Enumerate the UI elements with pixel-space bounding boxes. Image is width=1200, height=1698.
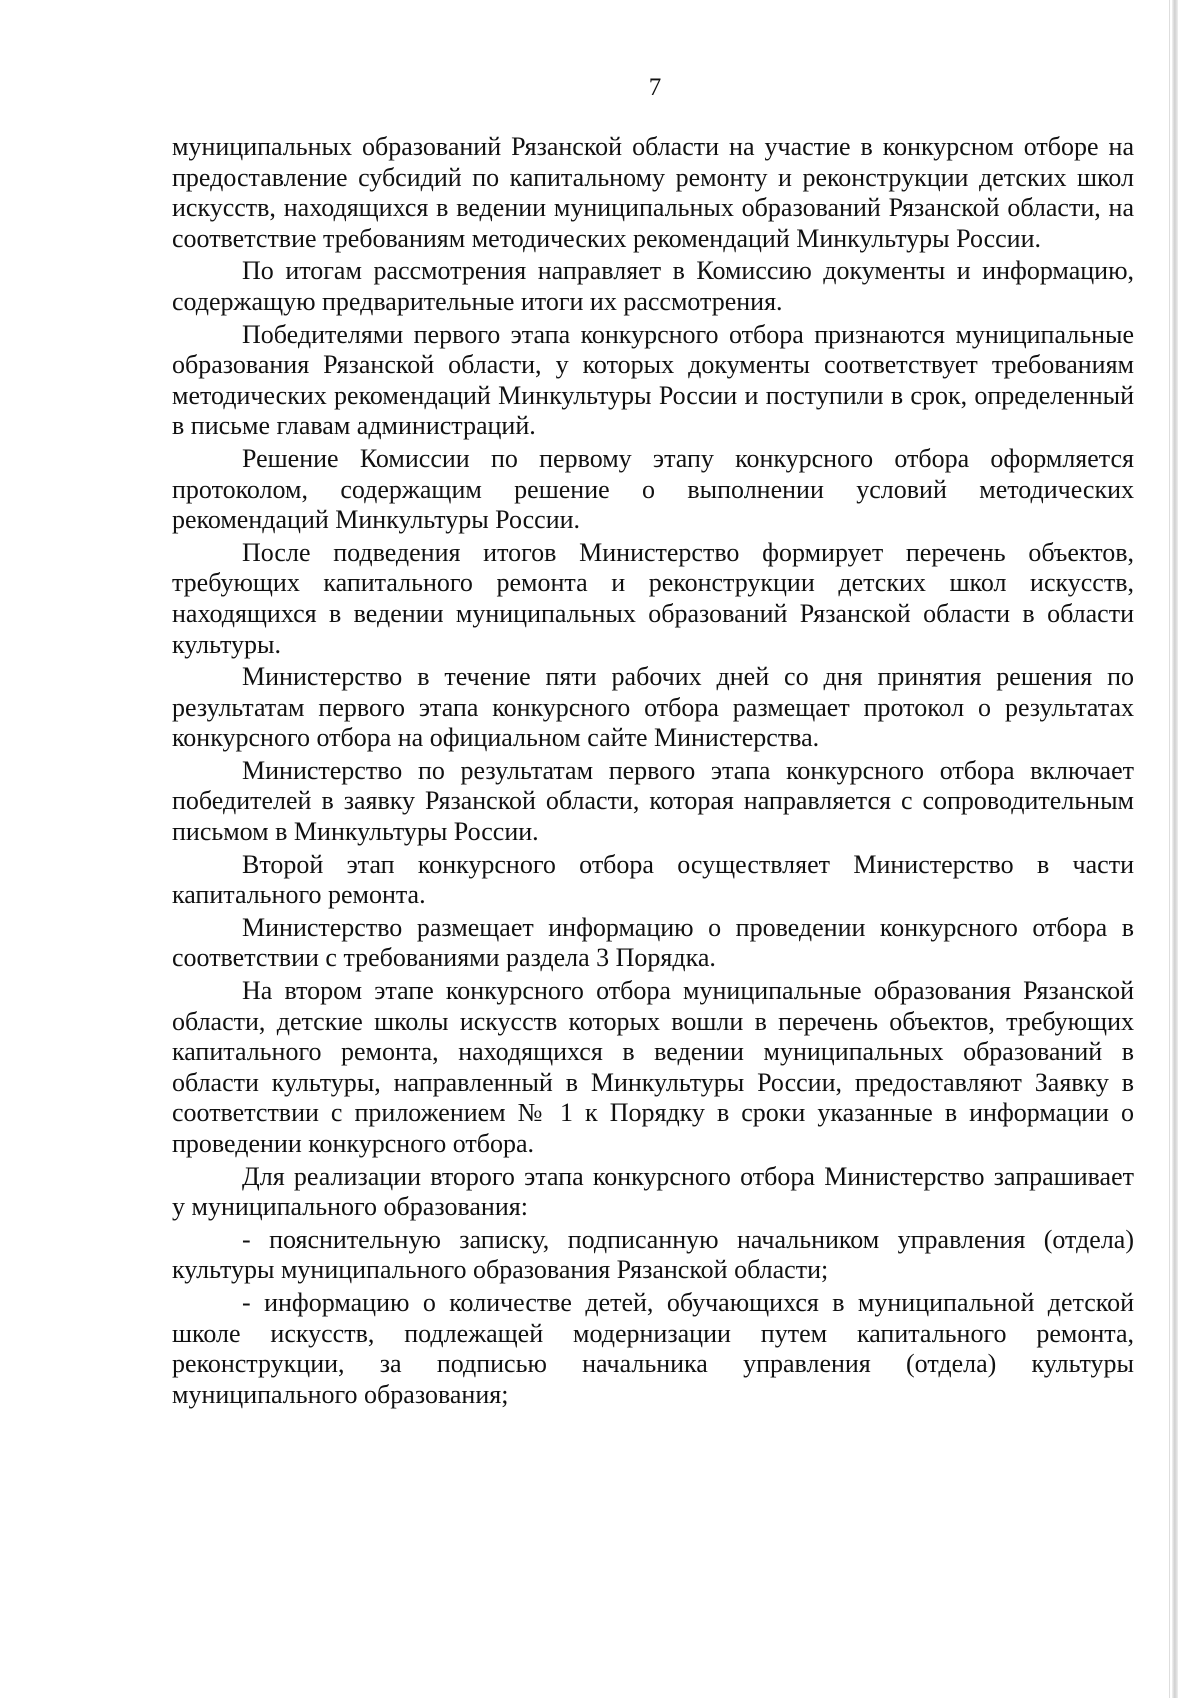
paragraph-6: Министерство в течение пяти рабочих дней со дня принятия решения по результатам первого этапа конкурсного отбора размещает протокол о результатах конкурсного отбора на официальном сайте Министерства. [172, 662, 1134, 753]
list-item-1: - пояснительную записку, подписанную начальником управления (отдела) культуры муниципального образования Рязанской области; [172, 1224, 1134, 1285]
paragraph-5: После подведения итогов Министерство формирует перечень объектов, требующих капитального ремонта и реконструкции детских школ искусств, находящихся в ведении муниципальных образований Рязанской области в области культуры. [172, 537, 1134, 659]
paragraph-3: Победителями первого этапа конкурсного отбора признаются муниципальные образования Рязанской области, у которых документы соответствует требованиям методических рекомендаций Минкультуры России и поступили в срок, определенный в письме главам администраций. [172, 319, 1134, 441]
scan-edge-line [1169, 0, 1170, 1698]
paragraph-2: По итогам рассмотрения направляет в Комиссию документы и информацию, содержащую предварительные итоги их рассмотрения. [172, 256, 1134, 316]
scan-edge [1172, 0, 1178, 1698]
paragraph-10: На втором этапе конкурсного отбора муниципальные образования Рязанской области, детские школы искусств которых вошли в перечень объектов, требующих капитального ремонта, находящихся в ведении муниципальных образований в области культуры, направленный в Минкультуры России, предоставляют Заявку в соответствии с приложением № 1 к Порядку в сроки указанные в информации о проведении конкурсного отбора. [172, 976, 1134, 1158]
paragraph-9: Министерство размещает информацию о проведении конкурсного отбора в соответствии с требованиями раздела 3 Порядка. [172, 912, 1134, 973]
paragraph-7: Министерство по результатам первого этапа конкурсного отбора включает победителей в заявку Рязанской области, которая направляется с сопроводительным письмом в Минкультуры России. [172, 755, 1134, 847]
paragraph-1: муниципальных образований Рязанской области на участие в конкурсном отборе на предоставление субсидий по капитальному ремонту и реконструкции детских школ искусств, находящихся в ведении муниципальных образований Рязанской области, на соответствие требованиям методических рекомендаций Минкультуры России. [172, 132, 1134, 253]
document-body [172, 132, 1134, 1410]
page-number: 7 [648, 74, 662, 101]
list-item-2: - информацию о количестве детей, обучающихся в муниципальной детской школе искусств, подлежащей модернизации путем капитального ремонта, реконструкции, за подписью начальника управления (отдела) культуры муниципального образования; [172, 1287, 1134, 1409]
paragraph-11: Для реализации второго этапа конкурсного отбора Министерство запрашивает у муниципального образования: [172, 1161, 1134, 1222]
paragraph-8: Второй этап конкурсного отбора осуществляет Министерство в части капитального ремонта. [172, 849, 1134, 910]
paragraph-4: Решение Комиссии по первому этапу конкурсного отбора оформляется протоколом, содержащим решение о выполнении условий методических рекомендаций Минкультуры России. [172, 443, 1134, 535]
